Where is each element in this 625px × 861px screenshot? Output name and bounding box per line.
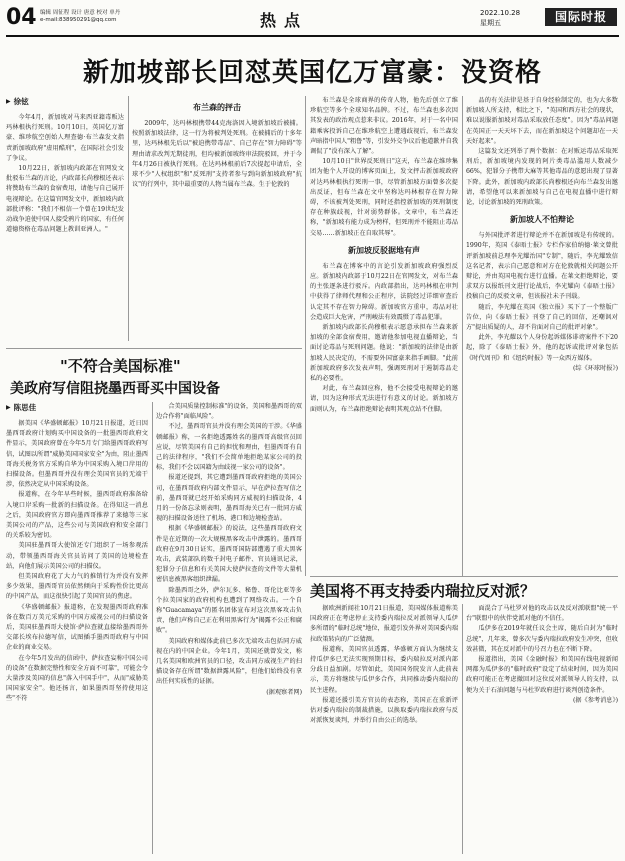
paragraph: 根据《华盛顿邮报》的说法，这些墨西哥政府文件是在近期的一次大规模黑客攻击中泄露的。墨西哥政府在9月30日证实，墨西哥国防部遭遇了重大黑客攻击，武装部队的数千封电子邮件、官员通讯记录，犯罪分子信息和有关美国大使萨拉查的文件等大量机密信息被黑客组织泄漏。 — [156, 525, 302, 584]
section-divider — [310, 576, 618, 577]
article1-column3 — [310, 96, 458, 576]
article2-column2 — [156, 402, 302, 854]
article1-subhead-3: 新加坡人不怕辩论 — [510, 215, 574, 225]
section-title: 热点 — [260, 11, 309, 30]
article3-credit: (据《参考消息》) — [572, 696, 618, 704]
author-name: 陈思佳 — [13, 403, 37, 412]
section-divider — [6, 348, 302, 349]
article2-column1 — [6, 402, 148, 854]
paragraph: 在今年5月发出的信函中，萨拉查妄称中国公司的设备"在数据完整性和安全方面不可靠"，可能会令大量涉及美国的信息"落入中国手中"，从而"威胁美国国家安全"。他还扬言，如果墨西哥坚持使用这些"不符 — [6, 654, 148, 703]
weekday-text: 星期五 — [480, 19, 501, 27]
paragraph: 不过，墨西哥官员并没有理会美国的干涉。《华盛顿邮报》称，一名拒绝透露姓名的墨西哥高级官员回应说，尽管美国有自己的担忧和理由，但墨西哥有自己的法律程序，"我们不会简单地拒绝某家公司的投标，我们不会以国籍为由歧视一家公司的设备"。 — [156, 423, 302, 472]
paragraph: 美国驻墨西哥大使馆还专门组织了一场参观活动，带领墨西哥海关官员访问了美国的边境检查站，向他们展示美国公司的扫描仪。 — [6, 542, 148, 570]
header-rule — [6, 35, 619, 37]
page-number: 04 — [6, 5, 37, 30]
editor-credits — [40, 10, 120, 24]
article1-subhead-2: 新加坡反驳据地有声 — [348, 245, 420, 255]
paragraph: 对此，布兰森回应称，他不会接受电视辩论的邀请，因为这种形式无法进行有意义的讨论。新加坡方面则认为，布兰森拒绝辩论表明其观点站不住脚。 — [310, 385, 458, 413]
article1-column4 — [466, 96, 618, 576]
paragraph: 报道还提到，其它遭到墨西哥政府拒绝的美国公司，在墨西哥政府内部文件显示，早在萨拉查写信之前，墨西哥就已经开始采购同方威视的扫描设备，4月的一份备忘录则表明，墨西哥海关已有一批同方威视的扫描设备送往了机场、港口和边境检查站。 — [156, 474, 302, 523]
article1-column2 — [132, 96, 302, 346]
article1-subhead-1: 布兰森的抨击 — [193, 103, 241, 112]
column-divider — [462, 96, 463, 576]
date-text: 2022.10.28 — [480, 9, 521, 17]
article2-headline-quote: "不符合美国标准" — [60, 357, 181, 375]
byline-marker-icon: ▶ — [6, 98, 11, 105]
issue-date — [480, 8, 520, 28]
paragraph: 新加坡内政部长尚穆根表示愿意承担布兰森来新加坡的全部食宿费用，邀请他参加电视直播辩论，当面讨论毒品与死刑问题。他说："新加坡的法律是由新加坡人民决定的，不需要外国富豪来指手画脚。"此前新加坡政府多次发表声明，强调死刑对于遏制毒品走私的必要性。 — [310, 324, 458, 383]
byline-marker-icon: ▶ — [6, 404, 11, 411]
paragraph: 报道称，在今年早些时候，墨西哥政府准备给入境口岸采购一批新的扫描设备。在得知这一消息之后，美国政府官方即向墨西哥推荐了来德等三家美国公司的产品，这些公司与美国政府和安全部门的关系较为密切。 — [6, 491, 148, 540]
editor-email: e-mail:838950291@qq.com — [40, 17, 117, 23]
main-headline: 新加坡部长回怼英国亿万富豪：没资格 — [82, 58, 542, 88]
article2-credit: (据观察者网) — [266, 688, 302, 696]
page-header — [0, 0, 625, 36]
editor-line: 编辑 周征程 设计 唐意 校对 单丹 — [40, 10, 121, 16]
paragraph: 但美国政府花了大力气的推销行为并没有发挥多少效果，墨西哥官员依然倾向于采购性价比更高的中国产品，而这很快引起了美国官员的焦虑。 — [6, 573, 148, 601]
article3-column1 — [310, 604, 458, 854]
paragraph: 布兰森是全球商界的传奇人物，他先后创立了维珍航空等多个全球知名品牌。不过，布兰森也多次因其发表的政治观点惹来非议。2016年，对于一名中国籍乘客投诉自己在维珍航空上遭遇歧视后，布兰森发声暗指中国人"粗鲁"等，引发外交争议后他道歉并自我调侃了"没有深入了解"。 — [310, 97, 458, 156]
paragraph: 与外国批评者进行辩论并不在新加坡是有传统的。1990年，英国《泰晤士报》专栏作家伯纳德·莱文曾批评新加坡前总理李光耀治国"专制"，随后，李光耀致信这名记者，表示自己愿意和对方在伦敦就相关问题公开辩论，并由英国电视台进行直播。在莱文拒绝辩论，要求双方以报纸刊文进行论战后，李光耀向《泰晤士报》投稿自己的反驳文章，但该报社未予刊载。 — [466, 232, 618, 301]
column-divider — [152, 402, 153, 854]
column-divider — [305, 96, 306, 576]
paragraph: 合美国质量控制标准"的设备，美国和墨西哥的双边合作将"面临风险"。 — [156, 403, 302, 421]
paragraph: 面混合了马杜罗对他的攻击以及反对派联盟"统一平台"联盟中的伙伴党派对他的不信任。 — [466, 605, 618, 623]
paragraph: 2009年，达玛林根携带44克海洛因入境新加坡后被捕。按照新加坡法律，这一行为将被判处死刑。在被捕后的十多年里，达玛林根先后以"被迫携带毒品"、自己存在"智力障碍"等理由请求改判无期徒刑，但均被新加坡终审法院驳回，并于今年4月26日被执行死刑。在达玛林根前后7次提起申请后，全球不少"人权组织"和"反死刑"支持者参与到向新加坡政府"抗议"的行列中，其中最重要的人物当属布兰森。生于伦敦的 — [132, 120, 302, 189]
paragraph: 10月10日"世界反死刑日"这天，布兰森在维珍集团为他个人开设的博客页面上，发文抨击新加坡政府对达玛林根执行死刑一事，尽管新加坡方面曾多次提出反证，但布兰森在文中坚称达玛林根存在智力障碍，不该被判处死刑，同时还指控新加坡的死刑制度存在种族歧视，针对弱势群体。文章中，布兰森还称，"新加坡有能力成为榜样，但死刑并不能阻止毒品交易……新加坡正在自取其辱"。 — [310, 158, 458, 237]
paragraph: 瓜伊多在2019年就任议会主席，随后自封为"临时总统"，几年来，曾多次与委内瑞拉政府发生冲突，但收效甚微，其在反对派中的号召力也在不断下降。 — [466, 625, 618, 653]
paragraph: 布兰森在博客中的言论引发新加坡政府强烈反应。新加坡内政部于10月22日在官网发文，对布兰森的主张逐条进行驳斥。内政部指出，达玛林根在审判中获得了律师代理和公正程序，法院经过详细审查后认定其不存在智力障碍。新加坡官方重申，毒品对社会造成巨大危害，严刑峻法有效震慑了毒品犯罪。 — [310, 262, 458, 321]
paragraph: 报道指出，美国《金融时报》和美国有线电视新闻网都为瓜伊多的"临时政府"设定了结束时间，因为美国政府可能正在考虑撤回对这位反对派领导人的支持，以便为关于石油问题与马杜罗政府进行谈判创造条件。 — [466, 656, 618, 694]
column-divider — [462, 604, 463, 854]
paragraph: 报道还援引美方官员的表态称，美国正在重新评估对委内瑞拉的制裁措施，以换取委内瑞拉政府与反对派恢复谈判，并举行自由公正的选举。 — [310, 696, 458, 725]
paragraph: 这篇发文还列举了两个数据：在对贩运毒品采取死刑后，新加坡境内发现的阿片类毒品滥用人数减少66%，犯罪分子携带大麻等其他毒品的意愿出现了显著下降。此外，新加坡内政部长尚穆根还向布兰森发出邀请，希望他可以来新加坡与自己在电视直播中进行辩论，讨论新加坡的死刑政策。 — [466, 148, 618, 207]
article1-byline — [6, 96, 124, 107]
paragraph: 除墨西哥之外，萨尔瓦多、秘鲁、哥伦比亚等多个拉美国家的政府机构也遭到了网络攻击。一个自称"Guacamaya"的匿名团体宣布对这次黑客攻击负责，他们声称自己正在利用黑客行为"揭露不公正和腐败"。 — [156, 586, 302, 635]
author-name: 徐铉 — [13, 97, 29, 106]
paragraph: 此外，李光耀以个人身份起诉媒体诽谤案件不下20起，除了《泰晤士报》外，他的起诉或批评对象包括《时代周刊》和《纽约时报》等一众西方媒体。 — [466, 334, 618, 362]
article2-headline: 美政府写信阻挠墨西哥买中国设备 — [10, 381, 220, 397]
paragraph: 今年4月，新加坡对马来西亚籍毒贩达玛林根执行死刑。10月10日，英国亿万富豪、维珍航空创始人理查德·布兰森发文指责新加坡政府"虚用酷刑"，在国际社会引发了争议。 — [6, 114, 124, 162]
paragraph: 报道称，美国官员透露，华盛顿方面认为继续支持瓜伊多已无法实现预期目标，委内瑞拉反对派内部分歧日益加剧。尽管如此，美国国务院发言人此前表示，美方将继续与瓜伊多合作，共同推动委内瑞拉的民主进程。 — [310, 645, 458, 694]
paragraph: 据美国《华盛顿邮报》10月21日报道，近日因墨西哥政府计划购买中国设备的一批墨西哥政府文件显示，美国政府曾在今年5月专门给墨西哥政府写信，试图以所谓"威胁美国国家安全"为由，阻止墨西哥海关税务官方采购自华为中国采购入境口岸用的扫描设备。但墨西哥并没有理会美国官员的无端干涉，依然决定从中国采购设备。 — [6, 420, 148, 489]
paragraph: 《华盛顿邮报》报道称，在发现墨西哥政府准备在数百万美元采购的中国方威视公司的扫描设备后，美国驻墨西哥大使馆·萨拉查就直接给墨西哥外交部长埃布拉德写信，试图插手墨西哥政府与中国企业的商业交易。 — [6, 603, 148, 652]
newspaper-logo: 国际时报 — [545, 8, 617, 26]
paragraph: 品的有关法律是基于自身经验制定的，也为大多数新加坡人所支持，相比之下，"英国和西方社会的现状，难以说服新加坡对毒品采取放任态度"。因为"毒品问题在英国正一天天坏下去，而在新加坡这个问题却在一天天好起来"。 — [466, 97, 618, 145]
article3-headline: 美国将不再支持委内瑞拉反对派？ — [310, 582, 536, 600]
paragraph: 随后，李光耀在英国《独立报》买下了一个整版广告位，向《泰晤士报》刊登了自己的回信，还嘲讽对方"提出质疑的人，却不肯面对自己的批评对象"。 — [466, 303, 618, 332]
article1-credit: (综《环球时报》) — [572, 364, 618, 372]
article1-column1 — [6, 96, 124, 346]
paragraph: 10月22日，新加坡内政部在官网发文批驳布兰森的言论，内政部长尚穆根还表示将赞助布兰森的食宿费用，请他与自己展开电视辩论。在这篇官网发文中，新加坡内政部批评称："我们不相信一个曾在19世纪发动战争迫使中国人接受鸦片的国家，有任何道德资格在毒品问题上教训亚洲人。" — [6, 165, 124, 234]
paragraph: 美国政府和媒体此前已多次无端攻击包括同方威视在内的中国企业。今年1月，美国还就曾发文，称几名美国和欧洲官员的口径，攻击同方威视生产的扫描设备存在所谓"数据泄露风险"，但他们始终没有拿出任何实质性的证据。 — [156, 637, 302, 686]
article2-byline — [6, 402, 148, 413]
column-divider — [128, 96, 129, 341]
paragraph: 据欧洲新闻社10月21日报道，美国媒体报道称美国政府正在考虑停止支持委内瑞拉反对派领导人瓜伊多所谓的"临时总统"地位，报道引发外界对美国委内瑞拉政策转向的广泛猜测。 — [310, 605, 458, 643]
article3-column2 — [466, 604, 618, 854]
